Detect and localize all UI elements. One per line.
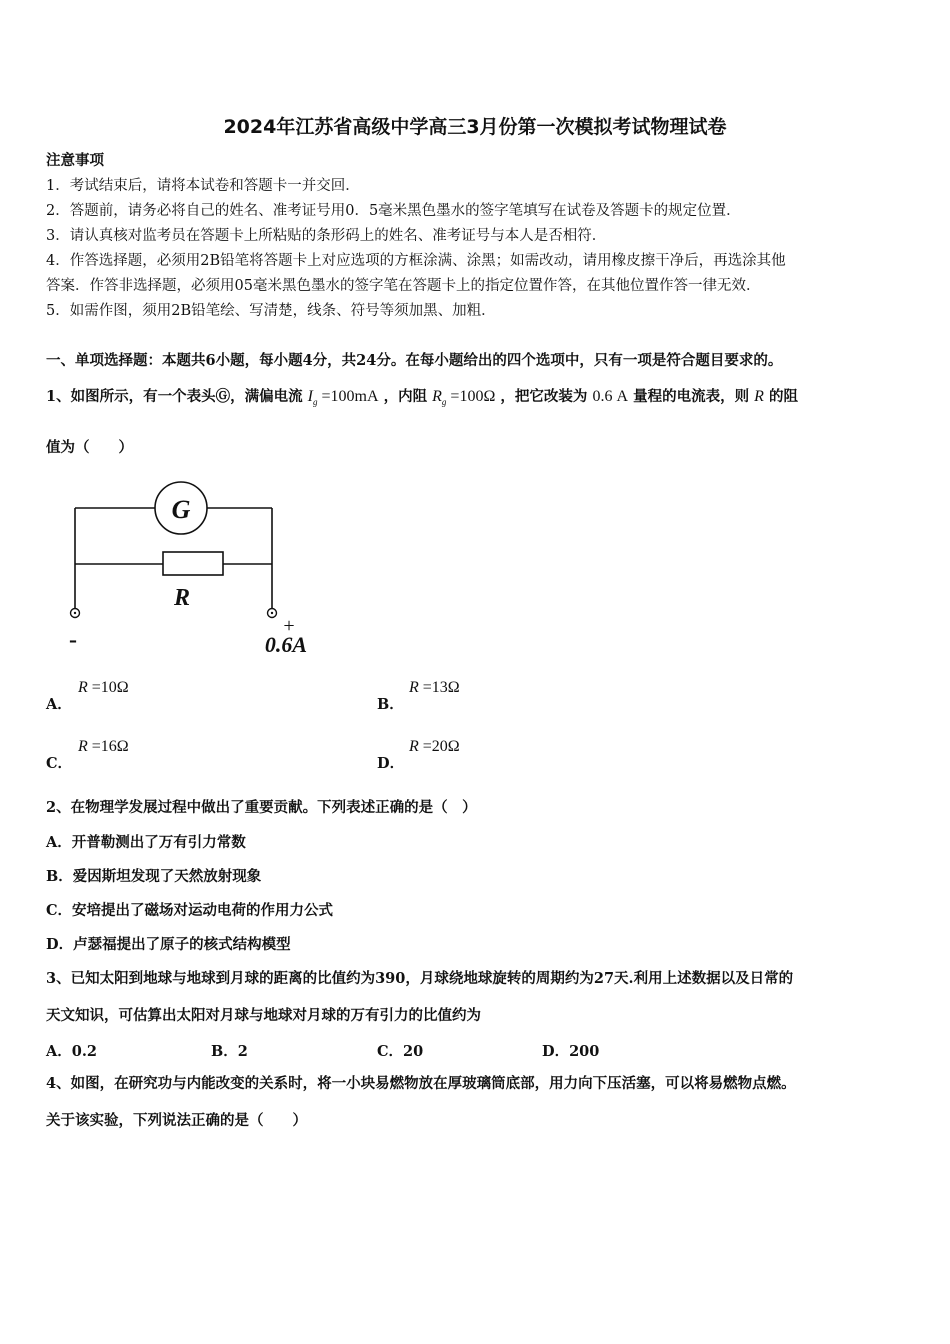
q1-option-a-letter: A． [46,696,72,713]
q1-option-c-letter: C． [46,755,73,772]
question-3-stem-cont: 天文知识，可估算出太阳对月球与地球对月球的万有引力的比值约为 [46,1007,481,1024]
q1-option-d-symbol: R [409,738,419,755]
q1-option-a-symbol: R [78,679,88,696]
notice-item: 答案．作答非选择题，必须用05毫米黑色墨水的签字笔在答题卡上的指定位置作答，在其他位置作答一律无效． [46,278,761,294]
q1-range-value: 0.6 A [592,388,629,405]
q3-option-d: D．200 [542,1043,600,1060]
q1-resistance-value: =100Ω [450,388,496,405]
notice-heading: 注意事项 [46,152,104,169]
q3-option-c: C．20 [377,1043,424,1060]
q2-option: C．安培提出了磁场对运动电荷的作用力公式 [46,902,334,919]
q1-stem-end: 值为（ ） [46,439,133,456]
q1-resistance-symbol: R [432,388,442,405]
notice-item: 1．考试结束后，请将本试卷和答题卡一并交回． [46,178,360,194]
q1-text-1: 1、如图所示，有一个表头Ⓖ，满偏电流 [46,388,303,405]
q1-option-c [78,738,129,756]
q1-option-a-value: =10Ω [91,679,129,696]
q1-text-2: ，内阻 [383,388,428,405]
minus-sign: - [69,627,77,653]
q1-current-symbol: I [307,388,313,405]
plus-sign: + [283,615,295,637]
q1-option-c-symbol: R [78,738,88,755]
negative-terminal-dot [74,612,76,614]
galvanometer-label: G [171,495,191,524]
q1-option-b-letter: B． [377,696,404,713]
question-3-stem: 3、已知太阳到地球与地球到月球的距离的比值约为390，月球绕地球旋转的周期约为27天.利用上述数据以及日常的 [46,970,794,987]
q1-r-symbol: R [754,388,764,405]
question-4-stem-cont: 关于该实验，下列说法正确的是（ ） [46,1112,307,1129]
q1-option-b [409,679,460,697]
question-1-stem [46,380,798,419]
q1-option-d-letter: D． [377,755,405,772]
q1-option-a [78,679,129,697]
q1-option-c-value: =16Ω [91,738,129,755]
notice-item: 3．请认真核对监考员在答题卡上所粘贴的条形码上的姓名、准考证号与本人是否相符． [46,228,607,244]
section-heading: 一、单项选择题：本题共6小题，每小题4分，共24分。在每小题给出的四个选项中，只有一项是符合题目要求的。 [46,352,783,369]
positive-terminal-dot [271,612,273,614]
q1-current-formula [308,388,379,405]
notice-item: 2．答题前，请务必将自己的姓名、准考证号用0．5毫米黑色墨水的签字笔填写在试卷及答题卡的规定位置． [46,203,741,219]
q1-resistance-formula [432,388,495,405]
resistor-label: R [173,585,191,611]
q3-option-a: A．0.2 [46,1043,97,1060]
q1-option-d-value: =20Ω [422,738,460,755]
q2-option: D．卢瑟福提出了原子的核式结构模型 [46,936,291,953]
q1-text-3: ，把它改装为 [500,388,588,405]
q1-option-b-value: =13Ω [422,679,460,696]
question-4-stem: 4、如图，在研究功与内能改变的关系时，将一小块易燃物放在厚玻璃筒底部，用力向下压活塞，可以将易燃物点燃。 [46,1075,796,1092]
page-title: 2024年江苏省高级中学高三3月份第一次模拟考试物理试卷 [223,116,727,138]
q1-current-value: =100mA [321,388,379,405]
resistor-symbol [163,552,223,575]
notice-item: 5．如需作图，须用2B铅笔绘、写清楚，线条、符号等须加黑、加粗． [46,303,496,319]
q1-option-b-symbol: R [409,679,419,696]
question-2-stem: 2、在物理学发展过程中做出了重要贡献。下列表述正确的是（ ） [46,799,477,816]
q1-text-4: 量程的电流表，则 [633,388,750,405]
q3-option-b: B．2 [211,1043,248,1060]
q2-option: A．开普勒测出了万有引力常数 [46,834,246,851]
notice-item: 4．作答选择题，必须用2B铅笔将答题卡上对应选项的方框涂满、涂黑；如需改动，请用橡皮擦干净后，再选涂其他 [46,253,786,269]
q2-option: B．爱因斯坦发现了天然放射现象 [46,868,262,885]
circuit-diagram [60,480,330,660]
q1-subscript-g: g [441,397,447,407]
q1-option-d [409,738,460,756]
range-label: 0.6A [264,632,308,657]
q1-subscript-g: g [312,397,318,407]
q1-text-5: 的阻 [769,388,798,405]
